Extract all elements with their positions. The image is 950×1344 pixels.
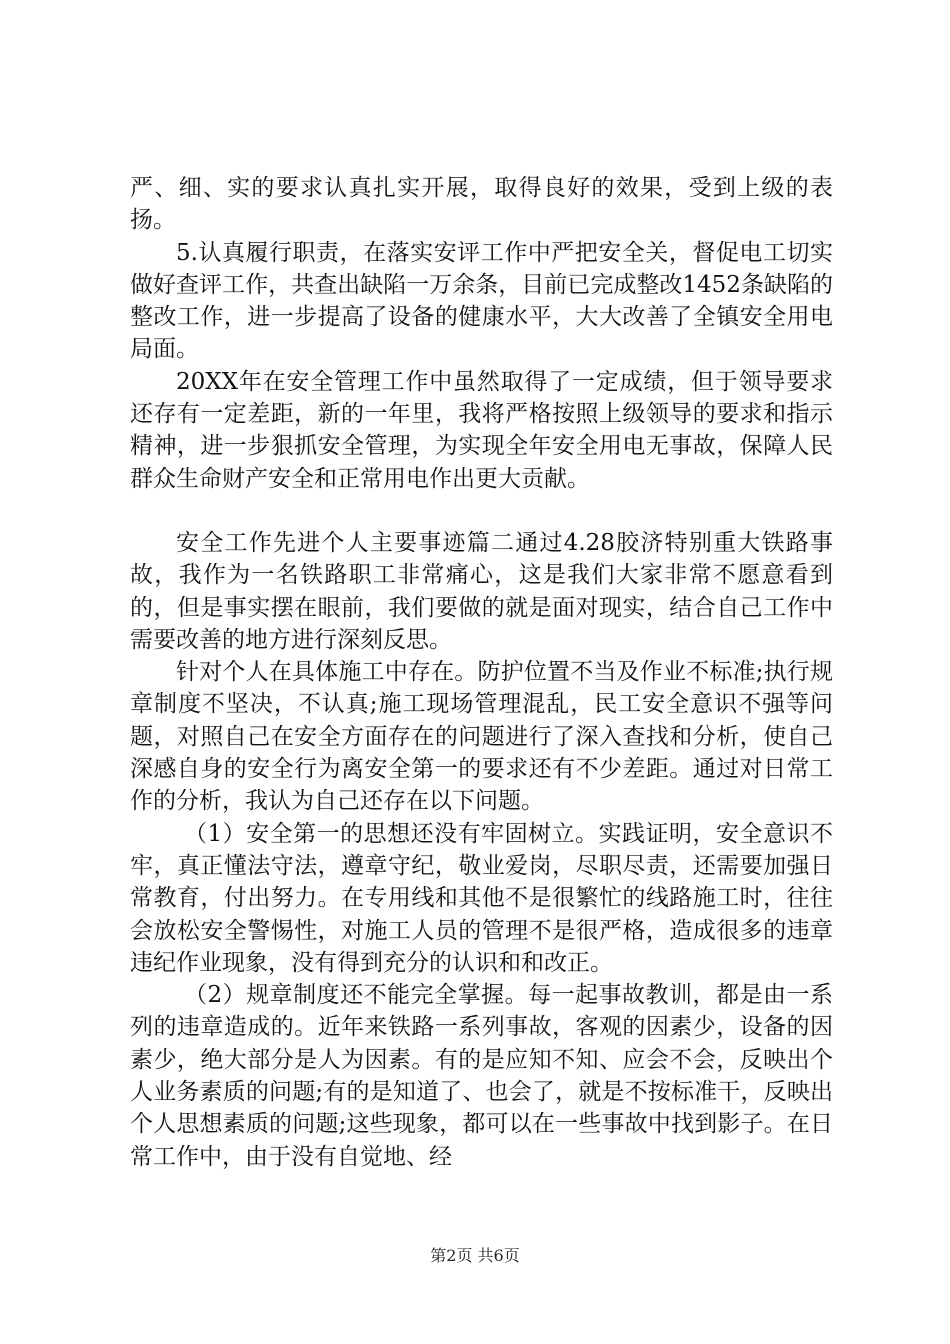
paragraph-continuation: 严、细、实的要求认真扎实开展，取得良好的效果，受到上级的表扬。 bbox=[130, 175, 833, 234]
paragraph-summary: 20XX年在安全管理工作中虽然取得了一定成绩，但于领导要求还存有一定差距，新的一年里，我将严格按照上级领导的要求和指示精神，进一步狠抓安全管理，为实现全年安全用电无事故，保障人民群众生命财产安全和正常用电作出更大贡献。 bbox=[130, 368, 833, 492]
paragraph-item-5: 5.认真履行职责，在落实安评工作中严把安全关，督促电工切实做好查评工作，共查出缺陷一万余条，目前已完成整改1452条缺陷的整改工作，进一步提高了设备的健康水平，大大改善了全镇安全用电局面。 bbox=[130, 239, 833, 363]
document-body bbox=[130, 172, 833, 1173]
paragraph-problem-1: （1）安全第一的思想还没有牢固树立。实践证明，安全意识不牢，真正懂法守法，遵章守纪，敬业爱岗，尽职尽责，还需要加强日常教育，付出努力。在专用线和其他不是很繁忙的线路施工时，往往会放松安全警惕性，对施工人员的管理不是很严格，造成很多的违章违纪作业现象，没有得到充分的认识和和改正。 bbox=[130, 820, 833, 976]
paragraph-spacer bbox=[130, 495, 833, 527]
paragraph-problem-2: （2）规章制度还不能完全掌握。每一起事故教训，都是由一系列的违章造成的。近年来铁路一系列事故，客观的因素少，设备的因素少，绝大部分是人为因素。有的是应知不知、应会不会，反映出个人业务素质的问题;有的是知道了、也会了，就是不按标准干，反映出个人思想素质的问题;这些现象，都可以在一些事故中找到影子。在日常工作中，由于没有自觉地、经 bbox=[130, 982, 833, 1170]
paragraph-section-two-intro: 安全工作先进个人主要事迹篇二通过4.28胶济特别重大铁路事故，我作为一名铁路职工非常痛心，这是我们大家非常不愿意看到的，但是事实摆在眼前，我们要做的就是面对现实，结合自己工作中需要改善的地方进行深刻反思。 bbox=[130, 529, 833, 653]
page-number-footer: 第2页 共6页 bbox=[430, 1246, 520, 1265]
paragraph-problems-intro: 针对个人在具体施工中存在。防护位置不当及作业不标准;执行规章制度不坚决，不认真;施工现场管理混乱，民工安全意识不强等问题，对照自己在安全方面存在的问题进行了深入查找和分析，使自己深感自身的安全行为离安全第一的要求还有不少差距。通过对日常工作的分析，我认为自己还存在以下问题。 bbox=[130, 659, 833, 815]
